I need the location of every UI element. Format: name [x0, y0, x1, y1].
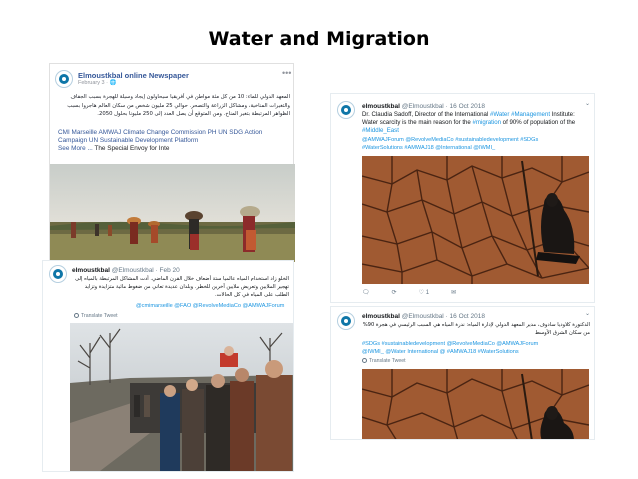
- tweet-author-meta[interactable]: @Elmoustkbal · 16 Oct 2018: [401, 103, 485, 110]
- migrants-walking-photo[interactable]: [50, 164, 295, 262]
- drought-woman-photo-2[interactable]: [362, 369, 589, 440]
- tweet-mentions-line-2[interactable]: @IWMI_ @Water International @ #AMWAJ18 #WaterSolutions: [362, 349, 519, 355]
- post-tags-line-1[interactable]: CMI Marseille AMWAJ Climate Change Commission PH UN SDG Action: [58, 129, 263, 136]
- post-date[interactable]: February 3 · 🌐: [78, 80, 117, 86]
- translate-tweet-link[interactable]: [362, 358, 406, 364]
- tweet-arabic-text: الخلو زاد استخدام المياه عالميا ستة أضعاف خلال القرن الماضي. أدت المشاكل المرتبطة بالمياه إلى تهجير الملايين وتعريض ملايين آخرين للخطر. وبلدان عديدة تعاني من ضغوط مائية متزايدة وتزايد الطلب على المياه في كل الحالات.: [75, 276, 289, 299]
- tweet-card-right-2: [330, 306, 595, 440]
- tweet-body-text: [362, 111, 592, 136]
- hashtag-water[interactable]: #Water: [489, 111, 510, 118]
- tweet-card-right: [330, 93, 595, 303]
- tweet-handle[interactable]: [362, 103, 485, 110]
- tweet-card-left: [42, 260, 294, 472]
- tweet-arabic-text: الدكتورة كلاوديا سادوف، مدير المعهد الدولي لإدارة المياه: ندرة المياه هي السبب الرئيسي في هجرة 90% من سكان الشرق الأوسط: [362, 322, 590, 337]
- tweet-author-name[interactable]: elmoustkbal: [362, 313, 400, 320]
- translate-tweet-label: Translate Tweet: [369, 358, 406, 364]
- globe-icon: [362, 358, 367, 363]
- tweet-mentions-line-1[interactable]: @AMWAJForum @RevolveMediaCo #sustainabledevelopment #SDGs: [362, 137, 539, 143]
- tweet-avatar[interactable]: [49, 265, 67, 283]
- hashtag-management[interactable]: #Management: [511, 111, 551, 118]
- tweet-handle[interactable]: [362, 313, 485, 320]
- page-name-link[interactable]: Elmoustkbal online Newspaper: [78, 71, 189, 80]
- tweet-author-meta[interactable]: @Elmoustkbal · 16 Oct 2018: [401, 313, 485, 320]
- tweet-avatar[interactable]: [337, 101, 355, 119]
- chevron-down-icon[interactable]: ⌄: [585, 101, 591, 107]
- tweet-mentions-line-1[interactable]: #SDGs #sustainabledevelopment @RevolveMediaCo @AMWAJForum: [362, 341, 539, 347]
- tweet-avatar[interactable]: [337, 312, 355, 330]
- tweet-text-part: Dr. Claudia Sadoff, Director of the International: [362, 111, 490, 118]
- facebook-post-card: [49, 63, 294, 262]
- page-avatar[interactable]: [55, 70, 73, 88]
- post-arabic-text: المعهد الدولي للماء: 10 من كل مئة مواطن في أفريقيا سيحاولون إيجاد وسيلة للهجرة بسبب الجفاف والتغيرات المناخية، ومشاكل الزراعة والتصحر. حوالي 25 مليون شخص من سكان العالم هاجروا بسبب الظواهر المرتبطة بتغير المناخ. ومن المتوقع أن يصل العدد إلى 250 مليونا بحلول 2050.: [67, 94, 290, 118]
- hashtag-migration[interactable]: #migration: [472, 119, 501, 127]
- refugee-column-photo[interactable]: [70, 323, 293, 471]
- translate-tweet-label: Translate Tweet: [81, 313, 118, 319]
- tweet-action-bar: [362, 289, 478, 296]
- translate-tweet-link[interactable]: [74, 313, 118, 319]
- special-envoy-link[interactable]: The Special Envoy for Inte: [94, 145, 170, 152]
- reply-icon[interactable]: 🗨: [362, 290, 370, 296]
- tweet-mentions-line-2[interactable]: #WaterSolutions #AMWAJ18 @International @IWMI_: [362, 145, 496, 151]
- post-tags-line-2[interactable]: Campaign UN Sustainable Development Platform: [58, 137, 199, 144]
- chevron-down-icon[interactable]: ⌄: [585, 311, 591, 317]
- tweet-author-name[interactable]: elmoustkbal: [362, 103, 400, 110]
- drought-woman-photo[interactable]: [362, 156, 589, 284]
- tweet-handle[interactable]: [72, 267, 180, 274]
- like-icon[interactable]: ♡ 1: [418, 290, 430, 296]
- tweet-author-meta[interactable]: @Elmoustkbal · Feb 20: [111, 267, 180, 274]
- slide-title: Water and Migration: [208, 28, 430, 50]
- retweet-icon[interactable]: ⟳: [391, 290, 397, 296]
- tweet-text-part: Institute: Water scarcity is the main reason for the: [362, 111, 575, 127]
- post-tags-line-3: [58, 145, 293, 153]
- globe-icon: [74, 313, 79, 318]
- tweet-author-name[interactable]: elmoustkbal: [72, 267, 110, 274]
- see-more-link[interactable]: See More ...: [58, 145, 95, 152]
- hashtag-middle-east[interactable]: #Middle_East: [362, 127, 399, 135]
- more-options-icon[interactable]: •••: [282, 68, 292, 78]
- share-icon[interactable]: ✉: [451, 290, 457, 296]
- tweet-mentions[interactable]: @cmimarseille @FAO @RevolveMediaCo @AMWAJForum: [136, 303, 285, 309]
- tweet-text-part: of 90% of population of the: [500, 119, 576, 127]
